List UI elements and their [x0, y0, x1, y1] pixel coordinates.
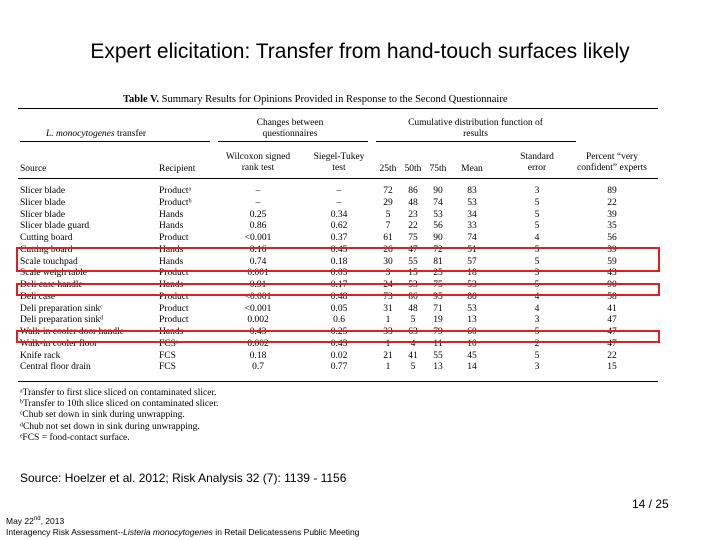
highlight-box-deli-case-handle	[16, 283, 660, 296]
table-row	[18, 185, 658, 197]
rule-cdf	[376, 141, 576, 142]
cell-siegel: 0.6	[333, 315, 345, 326]
table-note: ᵈChub not set down in sink during unwrapping.	[20, 421, 200, 432]
group-header-cdf: Cumulative distribution function of results	[408, 118, 543, 139]
cell-mean: 10	[467, 338, 477, 349]
cell-siegel: 0.18	[330, 256, 348, 267]
cell-p25: 5	[385, 209, 391, 220]
cell-se: 3	[534, 362, 540, 373]
cell-siegel: 0.34	[330, 209, 348, 220]
cell-p50: 47	[408, 244, 418, 255]
cell-wilcoxon: 0.43	[249, 327, 267, 337]
table-notes	[20, 388, 218, 444]
cell-source: Knife rack	[20, 350, 61, 361]
cell-recipient: Product	[159, 291, 189, 302]
cell-siegel: –	[336, 186, 342, 196]
cell-pct: 47	[607, 315, 617, 326]
cell-p25: 33	[383, 327, 393, 337]
cell-source: Slicer blade	[20, 209, 66, 220]
cell-siegel: 0.02	[330, 350, 348, 361]
cell-p75: 75	[433, 280, 443, 290]
cell-recipient: Hands	[159, 221, 184, 232]
cell-p50: 48	[408, 303, 418, 314]
cell-pct: 35	[607, 221, 617, 232]
cell-wilcoxon: 0.002	[247, 338, 269, 349]
cell-pct: 41	[607, 303, 617, 314]
col-header-se: Standard error	[520, 152, 554, 173]
cell-p75: 90	[433, 233, 443, 243]
cell-pct: 90	[607, 280, 617, 290]
cell-recipient: Hands	[159, 244, 184, 255]
table-note: ᵇTransfer to 10th slice sliced on contaminated slicer.	[20, 399, 219, 410]
cell-siegel: 0.05	[330, 303, 348, 314]
table-note: ᵉFCS = food-contact surface.	[20, 432, 130, 443]
cell-siegel: 0.77	[330, 362, 348, 373]
cell-recipient: Hands	[159, 327, 184, 337]
rule-transfer	[20, 141, 210, 142]
footer-meeting: Interagency Risk Assessment--Listeria monocytogenes in Retail Delicatessens Public Meeting	[6, 526, 360, 537]
cell-se: 5	[534, 256, 540, 267]
cell-wilcoxon: 0.002	[247, 315, 269, 326]
cell-mean: 18	[467, 268, 477, 279]
highlight-box-cutting-board-scale	[16, 247, 660, 272]
cell-siegel: 0.48	[330, 291, 348, 302]
cell-recipient: Product	[159, 315, 189, 326]
cell-mean: 34	[467, 209, 477, 220]
cell-p25: 72	[383, 186, 393, 196]
cell-siegel: 0.62	[330, 221, 348, 232]
cell-p25: 29	[383, 197, 393, 208]
cell-p75: 56	[433, 221, 443, 232]
table-note: ᶜChub set down in sink during unwrapping.	[20, 410, 185, 421]
cell-source: Cutting board	[20, 233, 73, 243]
cell-p50: 48	[408, 197, 418, 208]
cell-p25: 24	[383, 280, 393, 290]
cell-mean: 53	[467, 197, 477, 208]
cell-p50: 41	[408, 350, 418, 361]
cell-se: 5	[534, 280, 540, 290]
cell-recipient: Hands	[159, 209, 184, 220]
cell-wilcoxon: <0.001	[244, 291, 272, 302]
cell-wilcoxon: 0.74	[249, 256, 267, 267]
cell-p50: 86	[408, 186, 418, 196]
cell-pct: 58	[607, 291, 617, 302]
cell-se: 5	[534, 350, 540, 361]
table-row	[18, 350, 658, 362]
cell-mean: 60	[467, 327, 477, 337]
cell-wilcoxon: 0.86	[249, 221, 267, 232]
cell-siegel: 0.45	[330, 244, 348, 255]
cell-p25: 1	[385, 315, 391, 326]
cell-mean: 74	[467, 233, 477, 243]
cell-pct: 15	[607, 362, 617, 373]
cell-p75: 19	[433, 315, 443, 326]
cell-siegel: 0.17	[330, 280, 348, 290]
table-title	[123, 94, 508, 105]
cell-mean: 33	[467, 221, 477, 232]
cell-source: Scale touchpad	[20, 256, 78, 267]
cell-recipient: Hands	[159, 280, 184, 290]
cell-pct: 43	[607, 268, 617, 279]
cell-p50: 75	[408, 233, 418, 243]
cell-p25: 7	[385, 221, 391, 232]
cell-mean: 14	[467, 362, 477, 373]
cell-mean: 13	[467, 315, 477, 326]
cell-source: Walk-in cooler floor	[20, 338, 98, 349]
cell-p50: 22	[408, 221, 418, 232]
cell-p50: 53	[408, 280, 418, 290]
cell-mean: 53	[467, 303, 477, 314]
footer	[6, 514, 359, 538]
cell-p25: 30	[383, 256, 393, 267]
col-header-mean: Mean	[461, 164, 483, 174]
cell-p75: 79	[433, 327, 443, 337]
cell-recipient: Product	[159, 303, 189, 314]
cell-siegel: 0.25	[330, 327, 348, 337]
cell-p25: 3	[385, 268, 391, 279]
cell-wilcoxon: 0.7	[252, 362, 264, 373]
table-row	[18, 197, 658, 209]
cell-source: Slicer blade guard	[20, 221, 90, 232]
cell-p25: 1	[385, 338, 391, 349]
cell-wilcoxon: –	[255, 186, 261, 196]
table-row	[18, 232, 658, 244]
cell-source: Slicer blade	[20, 197, 66, 208]
table-row	[18, 209, 658, 221]
cell-p75: 95	[433, 291, 443, 302]
cell-p50: 23	[408, 209, 418, 220]
group-header-changes: Changes between questionnaires	[256, 118, 324, 139]
cell-p75: 71	[433, 303, 443, 314]
cell-pct: 39	[607, 244, 617, 255]
cell-source: Deli preparation sinkᵈ	[20, 315, 104, 326]
col-header-siegel: Siegel-Tukey test	[313, 152, 365, 173]
cell-wilcoxon: <0.001	[244, 303, 272, 314]
cell-mean: 51	[467, 244, 477, 255]
footer-date: May 22nd, 2013	[6, 515, 65, 526]
cell-pct: 22	[607, 350, 617, 361]
cell-mean: 57	[467, 256, 477, 267]
cell-p50: 63	[408, 327, 418, 337]
cell-source: Cutting board	[20, 244, 73, 255]
cell-pct: 47	[607, 338, 617, 349]
table-rule-header	[18, 178, 658, 179]
cell-p25: 1	[385, 362, 391, 373]
slide-title: Expert elicitation: Transfer from hand-touch surfaces likely	[90, 40, 630, 63]
cell-se: 3	[534, 315, 540, 326]
source-citation: Source: Hoelzer et al. 2012; Risk Analysis 32 (7): 1139 - 1156	[20, 471, 347, 485]
cell-se: 4	[534, 303, 540, 314]
cell-wilcoxon: 0.91	[249, 280, 267, 290]
cell-se: 5	[534, 327, 540, 337]
cell-mean: 80	[467, 291, 477, 302]
cell-p25: 21	[383, 350, 393, 361]
table-caption: Summary Results for Opinions Provided in Response to the Second Questionnaire	[161, 94, 508, 105]
cell-p50: 55	[408, 256, 418, 267]
cell-source: Walk-in cooler door handle	[20, 327, 124, 337]
cell-p75: 25	[433, 268, 443, 279]
cell-se: 5	[534, 209, 540, 220]
cell-pct: 47	[607, 327, 617, 337]
cell-p75: 90	[433, 186, 443, 196]
col-header-source: Source	[20, 164, 47, 174]
cell-wilcoxon: <0.001	[244, 233, 272, 243]
table-note: ᵃTransfer to first slice sliced on contaminated slicer.	[20, 388, 217, 398]
cell-wilcoxon: 0.001	[247, 268, 269, 279]
cell-p75: 53	[433, 209, 443, 220]
cell-p50: 5	[410, 362, 416, 373]
table-rule-top	[18, 108, 658, 109]
cell-recipient: Hands	[159, 256, 184, 267]
group-header-transfer: L. monocytogenes transfer	[46, 129, 146, 139]
cell-wilcoxon: 0.25	[249, 209, 267, 220]
cell-mean: 53	[467, 280, 477, 290]
cell-p25: 61	[383, 233, 393, 243]
cell-se: 3	[534, 186, 540, 196]
cell-pct: 59	[607, 256, 617, 267]
cell-se: 4	[534, 291, 540, 302]
cell-se: 3	[534, 268, 540, 279]
cell-mean: 83	[467, 186, 477, 196]
col-header-p25: 25th	[379, 164, 397, 174]
cell-p50: 5	[410, 315, 416, 326]
cell-p25: 31	[383, 303, 393, 314]
cell-siegel: 0.43	[330, 338, 348, 349]
cell-wilcoxon: –	[255, 197, 261, 208]
cell-recipient: FCSᵉ	[159, 338, 179, 349]
col-header-p75: 75th	[429, 164, 447, 174]
table-number: Table V.	[123, 94, 159, 105]
cell-p75: 55	[433, 350, 443, 361]
cell-pct: 89	[607, 186, 617, 196]
cell-recipient: FCS	[159, 350, 176, 361]
cell-source: Central floor drain	[20, 362, 91, 373]
page-number: 14 / 25	[632, 497, 669, 511]
cell-recipient: Product	[159, 233, 189, 243]
cell-recipient: Productᵇ	[159, 197, 192, 208]
cell-p25: 73	[383, 291, 393, 302]
rule-changes	[218, 141, 368, 142]
cell-se: 2	[534, 338, 540, 349]
col-header-wilcoxon: Wilcoxon signed rank test	[225, 152, 291, 173]
cell-p50: 15	[408, 268, 418, 279]
cell-se: 5	[534, 197, 540, 208]
cell-siegel: –	[336, 197, 342, 208]
cell-pct: 22	[607, 197, 617, 208]
cell-wilcoxon: 0.18	[249, 350, 267, 361]
cell-p75: 72	[433, 244, 443, 255]
col-header-pct: Percent “very confident” experts	[577, 152, 647, 173]
cell-pct: 56	[607, 233, 617, 243]
cell-source: Scale weigh table	[20, 268, 88, 279]
cell-wilcoxon: 0.16	[249, 244, 267, 255]
cell-recipient: Product	[159, 268, 189, 279]
col-header-p50: 50th	[404, 164, 422, 174]
cell-p75: 81	[433, 256, 443, 267]
cell-recipient: FCS	[159, 362, 176, 373]
cell-mean: 45	[467, 350, 477, 361]
cell-se: 5	[534, 221, 540, 232]
highlight-box-walk-in-handle	[16, 330, 660, 343]
col-header-recipient: Recipient	[159, 164, 196, 174]
cell-source: Deli case handle	[20, 280, 83, 290]
cell-p75: 13	[433, 362, 443, 373]
table-row	[18, 361, 658, 373]
table-row	[18, 303, 658, 315]
cell-se: 5	[534, 244, 540, 255]
table-row	[18, 314, 658, 326]
cell-p75: 74	[433, 197, 443, 208]
cell-p75: 11	[433, 338, 443, 349]
cell-p50: 4	[410, 338, 416, 349]
cell-pct: 39	[607, 209, 617, 220]
cell-siegel: 0.03	[330, 268, 348, 279]
cell-se: 4	[534, 233, 540, 243]
cell-source: Slicer blade	[20, 186, 66, 196]
cell-recipient: Productᵃ	[159, 186, 192, 196]
cell-p25: 26	[383, 244, 393, 255]
cell-source: Deli case	[20, 291, 56, 302]
cell-source: Deli preparation sinkᶜ	[20, 303, 103, 314]
cell-p50: 86	[408, 291, 418, 302]
table-row	[18, 220, 658, 232]
cell-siegel: 0.37	[330, 233, 348, 243]
table-rule-bottom	[18, 381, 658, 382]
